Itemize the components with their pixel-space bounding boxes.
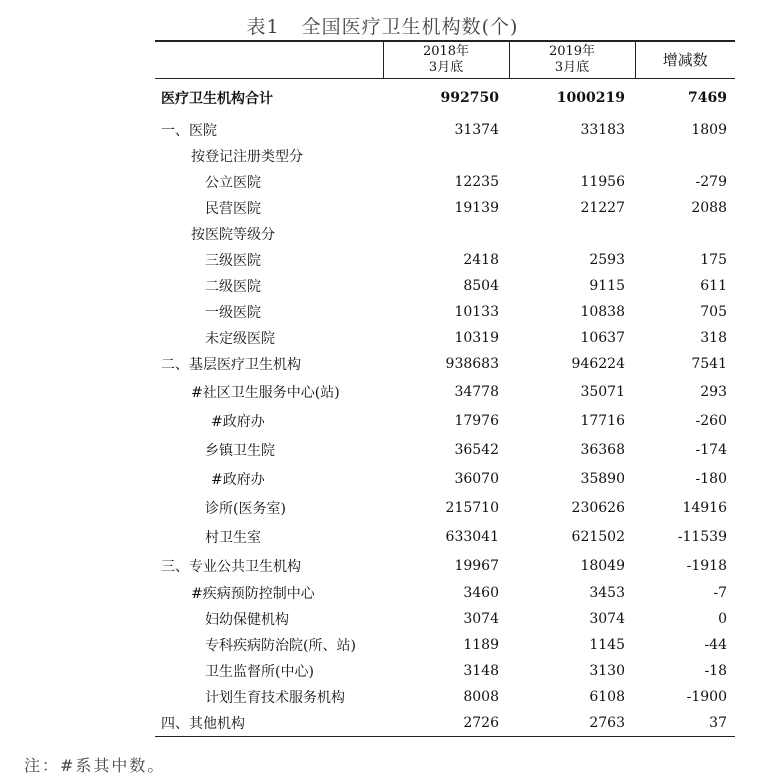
value-2018: 8504 bbox=[463, 278, 499, 294]
table-row bbox=[155, 684, 735, 710]
row-label: 三、专业公共卫生机构 bbox=[161, 558, 301, 575]
value-change: 318 bbox=[700, 330, 727, 346]
value-2019: 33183 bbox=[580, 122, 625, 138]
value-change: -11539 bbox=[677, 528, 727, 545]
row-label: 三级医院 bbox=[205, 253, 261, 269]
table-row bbox=[155, 79, 735, 118]
row-label: 一、医院 bbox=[161, 123, 217, 139]
value-2019: 946224 bbox=[571, 356, 625, 372]
row-label: 民营医院 bbox=[205, 201, 261, 217]
value-2019: 35071 bbox=[580, 383, 625, 400]
value-2019: 1000219 bbox=[556, 90, 625, 106]
value-change: 2088 bbox=[691, 200, 727, 216]
table-row bbox=[155, 351, 735, 377]
row-label: 卫生监督所(中心) bbox=[205, 664, 314, 680]
row-label: 乡镇卫生院 bbox=[205, 442, 275, 459]
value-2019: 9115 bbox=[589, 278, 625, 294]
value-2018: 3074 bbox=[463, 611, 499, 627]
header-2018 bbox=[383, 41, 509, 79]
value-2019: 3130 bbox=[589, 663, 625, 679]
value-2018: 12235 bbox=[454, 174, 499, 190]
value-change: 14916 bbox=[682, 499, 727, 516]
header-change: 增减数 bbox=[635, 41, 735, 79]
table-title bbox=[0, 12, 765, 39]
header-2018-month: 3月底 bbox=[428, 60, 464, 75]
value-2018: 633041 bbox=[445, 528, 499, 545]
value-2019 bbox=[509, 143, 635, 169]
row-label: 按医院等级分 bbox=[191, 227, 275, 243]
table-row bbox=[155, 406, 735, 435]
value-2018: 34778 bbox=[454, 383, 499, 400]
value-2019: 36368 bbox=[580, 441, 625, 458]
value-2019: 35890 bbox=[580, 470, 625, 487]
table-row bbox=[155, 464, 735, 493]
header-row bbox=[155, 41, 735, 79]
value-change: 0 bbox=[718, 611, 727, 627]
value-2018: 31374 bbox=[454, 122, 499, 138]
value-change: 7469 bbox=[688, 90, 727, 106]
row-label: 村卫生室 bbox=[205, 529, 261, 546]
value-change: -1918 bbox=[686, 557, 727, 574]
table-row bbox=[155, 195, 735, 221]
value-2018: 10319 bbox=[454, 330, 499, 346]
table-row bbox=[155, 221, 735, 247]
value-2019: 21227 bbox=[580, 200, 625, 216]
header-2018-year: 2018年 bbox=[422, 44, 470, 59]
table-row bbox=[155, 522, 735, 551]
value-change: -174 bbox=[695, 441, 727, 458]
value-2018 bbox=[383, 221, 509, 247]
row-label: 公立医院 bbox=[205, 175, 261, 191]
table-row bbox=[155, 273, 735, 299]
value-change bbox=[635, 221, 735, 247]
table-row bbox=[155, 143, 735, 169]
row-label: 计划生育技术服务机构 bbox=[205, 690, 345, 706]
row-label: 医疗卫生机构合计 bbox=[161, 91, 273, 107]
value-2019: 17716 bbox=[580, 412, 625, 429]
table-row bbox=[155, 658, 735, 684]
value-2018: 2418 bbox=[463, 252, 499, 268]
value-change: 7541 bbox=[691, 356, 727, 372]
value-change: 705 bbox=[700, 304, 727, 320]
value-change: 37 bbox=[709, 715, 727, 731]
value-2018: 17976 bbox=[454, 412, 499, 429]
row-label: 妇幼保健机构 bbox=[205, 612, 289, 628]
value-2018 bbox=[383, 143, 509, 169]
row-label: 二、基层医疗卫生机构 bbox=[161, 357, 301, 373]
value-2019: 230626 bbox=[571, 499, 625, 516]
value-2018: 36542 bbox=[454, 441, 499, 458]
table-row bbox=[155, 325, 735, 351]
table-row bbox=[155, 169, 735, 195]
value-2018: 1189 bbox=[463, 637, 499, 653]
header-2019 bbox=[509, 41, 635, 79]
value-change: -180 bbox=[695, 470, 727, 487]
table-row bbox=[155, 377, 735, 406]
value-2019: 10838 bbox=[580, 304, 625, 320]
row-label: 四、其他机构 bbox=[161, 716, 245, 732]
row-label: #社区卫生服务中心(站) bbox=[191, 384, 340, 401]
value-change bbox=[635, 143, 735, 169]
table-row bbox=[155, 247, 735, 273]
value-2018: 3148 bbox=[463, 663, 499, 679]
row-label: #政府办 bbox=[211, 413, 265, 430]
row-label: #政府办 bbox=[211, 471, 265, 488]
value-2019: 2593 bbox=[589, 252, 625, 268]
header-label-column bbox=[155, 41, 383, 79]
institutions-table bbox=[155, 40, 735, 737]
value-2019: 2763 bbox=[589, 715, 625, 731]
value-2019: 10637 bbox=[580, 330, 625, 346]
value-change: -279 bbox=[695, 174, 727, 190]
row-label: 未定级医院 bbox=[205, 331, 275, 347]
value-2018: 10133 bbox=[454, 304, 499, 320]
table-row bbox=[155, 435, 735, 464]
value-2018: 36070 bbox=[454, 470, 499, 487]
table-row bbox=[155, 299, 735, 325]
table-row bbox=[155, 551, 735, 580]
header-2019-month: 3月底 bbox=[554, 60, 590, 75]
value-2019: 11956 bbox=[580, 174, 625, 190]
value-2018: 992750 bbox=[440, 90, 499, 106]
row-label: 一级医院 bbox=[205, 305, 261, 321]
table-row bbox=[155, 710, 735, 737]
value-2019 bbox=[509, 221, 635, 247]
value-change: -18 bbox=[704, 663, 727, 679]
header-2019-year: 2019年 bbox=[548, 44, 596, 59]
row-label: 诊所(医务室) bbox=[205, 500, 286, 517]
value-change: 175 bbox=[700, 252, 727, 268]
table-title-text: 全国医疗卫生机构数(个) bbox=[301, 16, 519, 38]
value-change: 1809 bbox=[691, 122, 727, 138]
value-2019: 621502 bbox=[571, 528, 625, 545]
value-change: 611 bbox=[700, 278, 727, 294]
value-2018: 19967 bbox=[454, 557, 499, 574]
row-label: #疾病预防控制中心 bbox=[191, 586, 315, 602]
row-label: 专科疾病防治院(所、站) bbox=[205, 638, 356, 654]
value-2018: 215710 bbox=[445, 499, 499, 516]
table-row bbox=[155, 117, 735, 143]
value-2018: 2726 bbox=[463, 715, 499, 731]
value-change: 293 bbox=[700, 383, 727, 400]
value-2018: 8008 bbox=[463, 689, 499, 705]
value-2019: 3453 bbox=[589, 585, 625, 601]
value-2019: 18049 bbox=[580, 557, 625, 574]
table-row bbox=[155, 632, 735, 658]
table-number: 表1 bbox=[246, 16, 280, 38]
value-2019: 6108 bbox=[589, 689, 625, 705]
value-2018: 938683 bbox=[445, 356, 499, 372]
table-row bbox=[155, 580, 735, 606]
value-2018: 19139 bbox=[454, 200, 499, 216]
value-2019: 3074 bbox=[589, 611, 625, 627]
row-label: 按登记注册类型分 bbox=[191, 149, 303, 165]
value-change: -1900 bbox=[686, 689, 727, 705]
value-2018: 3460 bbox=[463, 585, 499, 601]
value-change: -260 bbox=[695, 412, 727, 429]
row-label: 二级医院 bbox=[205, 279, 261, 295]
table-row bbox=[155, 606, 735, 632]
table-row bbox=[155, 493, 735, 522]
footnote: 注：#系其中数。 bbox=[24, 756, 166, 775]
value-change: -7 bbox=[713, 585, 727, 601]
value-2019: 1145 bbox=[589, 637, 625, 653]
value-change: -44 bbox=[704, 637, 727, 653]
